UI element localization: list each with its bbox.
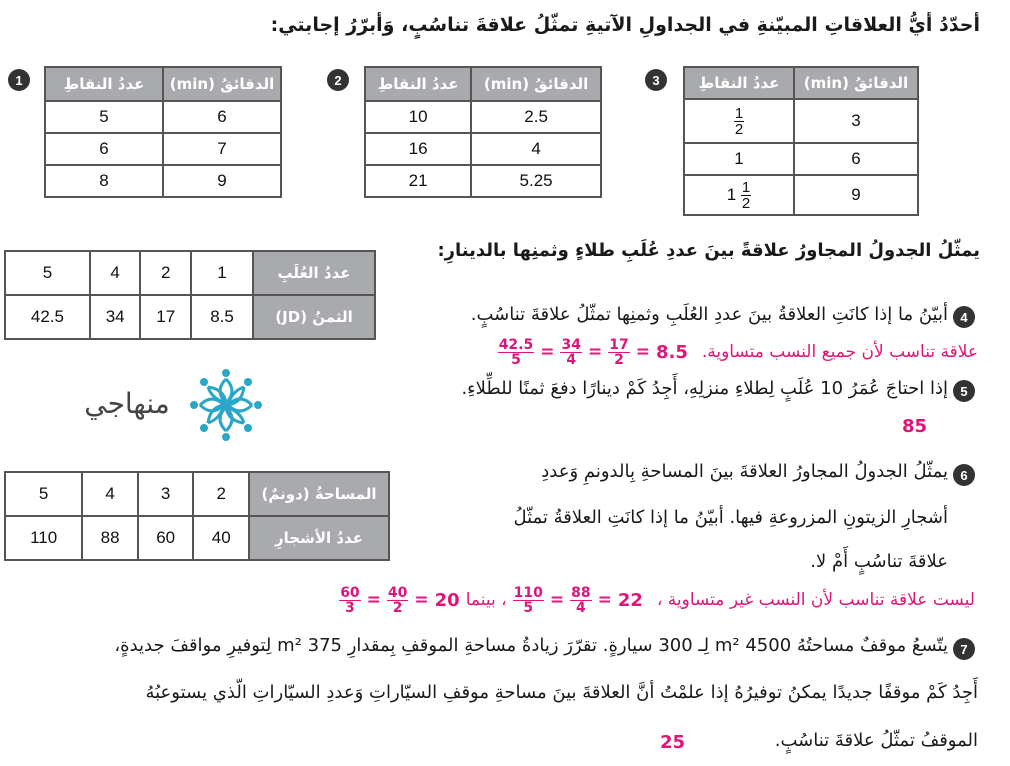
table-2 — [364, 66, 602, 198]
question-7-badge: 7 — [953, 638, 975, 660]
question-7-line-2: أَجِدُ كَمْ موقفًا جديدًا يمكنُ توفيرُهُ إذا علمْتُ أنَّ العلاقةَ بينَ مساحةِ موقفِ السيّاراتِ وَعددِ السيّاراتِ الّذي يستوعبُهُ — [145, 682, 978, 703]
table-cell: 9 — [163, 165, 281, 197]
fraction: $\frac{60}{3}$ — [340, 584, 360, 616]
question-5-text: إذا احتاجَ عُمَرُ 10 عُلَبٍ لِطلاءِ منزلِهِ، أَجِدُ كَمْ دينارًا دفعَ ثمنًا للطِّلاءِ. — [461, 378, 948, 399]
fraction: $\frac{110}{5}$ — [513, 584, 543, 616]
table-cell: 8.5 — [191, 295, 253, 339]
table-cell: 6 — [794, 143, 918, 175]
table-cell: 16 — [365, 133, 471, 165]
table-cell: 88 — [82, 516, 138, 560]
trees-row-label: عددُ الأشجارِ — [249, 516, 389, 560]
table-cell: 1 — [684, 143, 794, 175]
question-4-answer: $\frac{42.5}{5}$ = $\frac{34}{4}$ = $\frac{17}{2}$ = 8.5 علاقة تناسب لأن جميع النسب متساوية. — [498, 336, 978, 368]
fraction: $\frac{34}{4}$ — [561, 336, 581, 368]
fraction: $\frac{17}{2}$ — [609, 336, 629, 368]
table-2-header-minutes: الدقائقُ (min) — [471, 67, 601, 101]
table-cell: 3 — [138, 472, 194, 516]
question-6-answer: $\frac{60}{3}$ = $\frac{40}{2}$ = 20 ، بينما $\frac{110}{5}$ = $\frac{88}{4}$ = 22 ليست علاقة تناسب لأن النسب غير متساوية ، — [340, 584, 975, 616]
table-cell: 2 — [140, 251, 191, 295]
manhaji-emblem-icon — [186, 365, 266, 445]
area-trees-table — [4, 471, 390, 561]
table-cell: 110 — [5, 516, 82, 560]
paint-table — [4, 250, 376, 340]
table-cell: 6 — [45, 133, 163, 165]
table-cell: 5.25 — [471, 165, 601, 197]
table-3 — [683, 66, 919, 216]
table-cell: 8 — [45, 165, 163, 197]
table-3-header-points: عددُ النقاطِ — [684, 67, 794, 99]
fraction: $\frac{1}{2}$ — [741, 178, 751, 212]
table-cell: 5 — [5, 472, 82, 516]
table-1 — [44, 66, 282, 198]
table-cell: 17 — [140, 295, 191, 339]
question-5-answer: 85 — [902, 416, 928, 437]
table-cell: 40 — [193, 516, 249, 560]
manhaji-logo-text: منهاجي — [84, 387, 170, 420]
question-7-line-1: يتّسعُ موقفٌ مساحتُهُ 4500 m² لِـ 300 سيارةٍ. تقرّرَ زيادةُ مساحةِ الموقفِ بِمقدارِ 375 m² لِتوفيرِ مواقفَ جديدةٍ، — [114, 635, 948, 656]
table-cell: 4 — [90, 251, 141, 295]
table-cell — [684, 99, 794, 143]
table-cell: 9 — [794, 175, 918, 215]
paint-row-label-price: الثمنُ (JD) — [253, 295, 375, 339]
table-cell: 4 — [471, 133, 601, 165]
paint-intro: يمثّلُ الجدولُ المجاورُ علاقةً بينَ عددِ عُلَبِ طلاءٍ وثمنِها بالدينارِ: — [437, 240, 980, 261]
fraction: $\frac{40}{2}$ — [387, 584, 408, 616]
table-cell: 2 — [193, 472, 249, 516]
table-cell: 6 — [163, 101, 281, 133]
area-row-label: المساحةُ (دونمٌ) — [249, 472, 389, 516]
table-cell: 42.5 — [5, 295, 90, 339]
table-cell: 5 — [5, 251, 90, 295]
fraction: $\frac{1}{2}$ — [734, 104, 744, 138]
fraction: $\frac{42.5}{5}$ — [498, 336, 534, 368]
table-1-header-minutes: الدقائقُ (min) — [163, 67, 281, 101]
table-cell: 60 — [138, 516, 194, 560]
fraction: $\frac{88}{4}$ — [571, 584, 591, 616]
table-cell: 10 — [365, 101, 471, 133]
table-1-number-badge: 1 — [8, 69, 30, 91]
question-6-line-2: أشجارِ الزيتونِ المزروعةِ فيها. أبيّنُ ما إذا كانَتِ العلاقةُ تمثّلُ — [513, 507, 948, 528]
table-cell: 3 — [794, 99, 918, 143]
question-5-badge: 5 — [953, 380, 975, 402]
question-7-answer: 25 — [660, 732, 686, 753]
table-cell: 1 — [191, 251, 253, 295]
question-6-badge: 6 — [953, 464, 975, 486]
table-cell: 7 — [163, 133, 281, 165]
table-1-header-points: عددُ النقاطِ — [45, 67, 163, 101]
paint-row-label-count: عددُ العُلَبِ — [253, 251, 375, 295]
table-2-number-badge: 2 — [327, 69, 349, 91]
table-cell: 34 — [90, 295, 141, 339]
table-cell: 2.5 — [471, 101, 601, 133]
table-3-header-minutes: الدقائقُ (min) — [794, 67, 918, 99]
question-4-badge: 4 — [953, 306, 975, 328]
table-cell: 1 $\frac{1}{2}$ — [684, 175, 794, 215]
table-3-number-badge: 3 — [645, 69, 667, 91]
table-cell: 5 — [45, 101, 163, 133]
question-6-line-3: علاقةَ تناسُبٍ أَمْ لا. — [810, 551, 948, 572]
table-cell: 4 — [82, 472, 138, 516]
question-6-line-1: يمثّلُ الجدولُ المجاورُ العلاقةَ بينَ المساحةِ بِالدونمِ وَعددِ — [541, 461, 948, 482]
instruction-heading: أحدّدُ أيُّ العلاقاتِ المبيّنةِ في الجداولِ الآتيةِ تمثّلُ علاقةَ تناسُبٍ، وَأبرّرُ إجابتي: — [270, 14, 980, 36]
question-7-line-3: الموقفُ تمثّلُ علاقةَ تناسُبٍ. — [774, 730, 978, 751]
question-4-text: أبيّنُ ما إذا كانَتِ العلاقةُ بينَ عددِ العُلَبِ وثمنِها تمثّلُ علاقةَ تناسُبٍ. — [470, 304, 948, 325]
table-2-header-points: عددُ النقاطِ — [365, 67, 471, 101]
manhaji-logo — [72, 365, 272, 445]
table-cell: 21 — [365, 165, 471, 197]
